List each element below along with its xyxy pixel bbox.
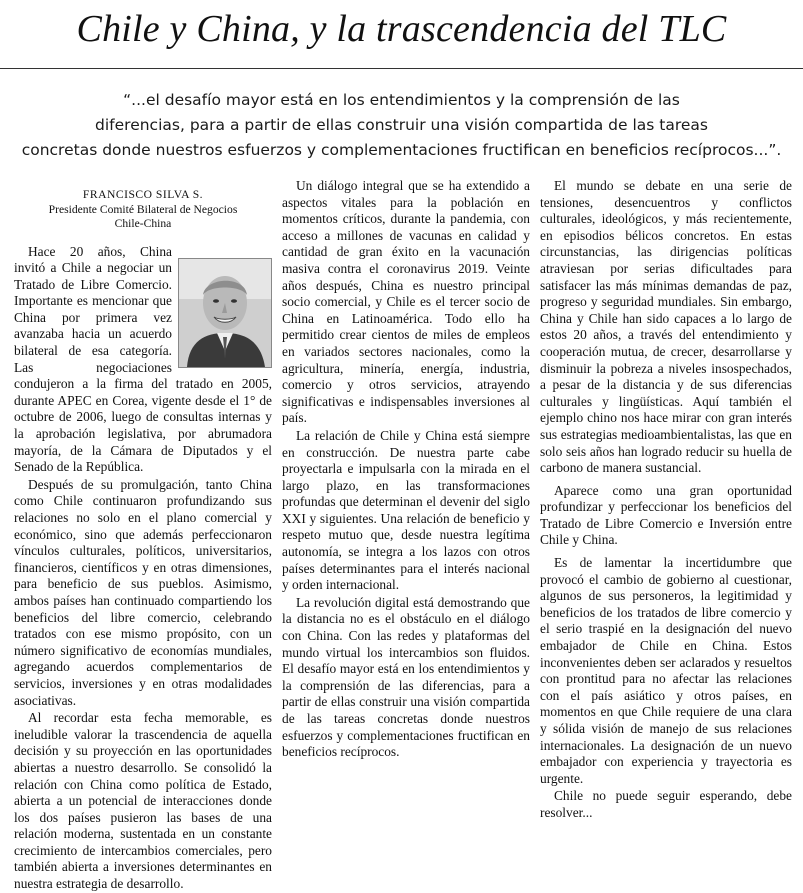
author-photo xyxy=(178,258,272,368)
pull-quote-line: concretas donde nuestros esfuerzos y complementaciones fructifican en beneficios recíprocos...”. xyxy=(21,141,782,159)
article-column-2 xyxy=(282,178,530,776)
byline xyxy=(14,188,272,232)
headline: Chile y China, y la trascendencia del TLC xyxy=(76,8,727,50)
article-paragraph: Chile no puede seguir esperando, debe resolver... xyxy=(540,788,792,820)
article-paragraph: Un diálogo integral que se ha extendido a aspectos vitales para la población en momentos críticos, durante la pandemia, con acceso a millones de vacunas en calidad y cantidad de gran éxito en la vacunación masiva contra el coronavirus 2019. Veinte años después, China es nuestro principal socio comercial, y Chile es el tercer socio de China en Latinoamérica. Todo ello ha permitido crear cientos de miles de empleos en variados sectores nacionales, como la agricultura, minería, energía, industria, comercio y otros servicios, atrayendo significativas e indispensables inversiones al país. xyxy=(282,178,530,426)
article-column-1 xyxy=(14,178,272,892)
top-rule xyxy=(0,68,803,69)
article-paragraph: La relación de Chile y China está siempre en construcción. De nuestra parte cabe proyectarla e impulsarla con la mirada en el largo plazo, en las transformaciones profundas que determinan el devenir del siglo XXI y siguientes. Una relación de beneficio y respeto mutuo que, desde nuestra legítima autonomía, se integra a los lazos con otros países determinantes para el interés nacional y orden internacional. xyxy=(282,427,530,593)
article-paragraph: Al recordar esta fecha memorable, es ineludible valorar la trascendencia de aquella decisión y su proyección en las oportunidades abiertas a nuestro desarrollo. Se consolidó la relación con China como política de Estado, abierta a un potencial de interacciones donde los dos países pusieron las bases de una relación moderna, sustentada en un constante crecimiento de intercambios comerciales, pero también abierta a inversiones determinantes en nuestra estrategia de desarrollo. xyxy=(14,710,272,892)
article-paragraph: El mundo se debate en una serie de tensiones, desencuentros y conflictos culturales, ideológicos, y más recientemente, en episodios bélicos concretos. En estas circunstancias, las dirigencias políticas atraviesan por serias dificultades para satisfacer las más mínimas demandas de paz, progreso y seguridad mundiales. Sin embargo, China y Chile han sido capaces a lo largo de estos 20 años, a través del entendimiento y cooperación mutua, de crecer, desarrollarse y disminuir la pobreza a niveles insospechados, a pesar de la distancia y de sus diferencias culturales y lingüísticas. Aquí también el ejemplo chino nos hace mirar con gran interés sus estrategias medioambientalistas, las que en solo seis años han logrado reducir su huella de carbono de manera sustancial. xyxy=(540,178,792,476)
author-role: Presidente Comité Bilateral de Negocios xyxy=(48,202,238,216)
author-role-organization: Chile-China xyxy=(114,217,172,230)
pull-quote xyxy=(20,88,783,163)
article-paragraph: La revolución digital está demostrando que la distancia no es el obstáculo en el diálogo con China. Con las redes y plataformas del mundo virtual los intercambios son fluidos. El desafío mayor está en los entendimientos y la comprensión de las diferencias, para a partir de ellas construir una visión compartida de las tareas concretas donde nuestros esfuerzos y complementaciones fructifican en beneficios recíprocos. xyxy=(282,594,530,760)
article-column-3 xyxy=(540,178,792,820)
article-paragraph: Hace 20 años, China invitó a Chile a negociar un Tratado de Libre Comercio. Importante es mencionar que China por primera vez avanzaba hacia un acuerdo bilateral de esa categoría. Las negociaciones condujeron a la firma del tratado en 2005, durante APEC en Corea, vigente desde el 1° de octubre de 2006, luego de consultas internas y la aprobación legislativa, por abrumadora mayoría, de la Cámara de Diputados y el Senado de la República. xyxy=(14,243,272,475)
pull-quote-line: “...el desafío mayor está en los entendimientos y la comprensión de las xyxy=(123,91,680,109)
article-paragraph: Después de su promulgación, tanto China como Chile continuaron profundizando sus relaciones no solo en el plano comercial y económico, sino que además perfeccionaron vínculos culturales, políticos, universitarios, financieros, científicos y en otras dimensiones, para beneficio de sus pueblos. Asimismo, ambos países han continuado compartiendo los beneficios del libre comercio, celebrando tratados con ese mismo propósito, con un número significativo de economías mundiales, agregando acuerdos complementarios de servicios, inversiones y en otras modalidades asociativas. xyxy=(14,476,272,708)
pull-quote-line: diferencias, para a partir de ellas construir una visión compartida de las tareas xyxy=(95,116,708,134)
author-name: FRANCISCO SILVA S. xyxy=(82,188,204,201)
article-paragraph: Aparece como una gran oportunidad profundizar y perfeccionar los beneficios del Tratado de Libre Comercio e Inversión entre Chile y China. xyxy=(540,482,792,548)
article-paragraph: Es de lamentar la incertidumbre que provocó el cambio de gobierno al cuestionar, algunos de sus personeros, la legitimidad y beneficios de los tratados de libre comercio y el serio traspié en la designación del nuevo embajador de Chile en China. Estos inconvenientes deben ser aclarados y resueltos con prontitud para no afectar las relaciones con el país asiático y otros países, en momentos en que Chile requiere de una clara y sólida visión de manejo de sus relaciones internacionales. La designación de un nuevo embajador con experiencia y trayectoria es urgente. xyxy=(540,555,792,786)
